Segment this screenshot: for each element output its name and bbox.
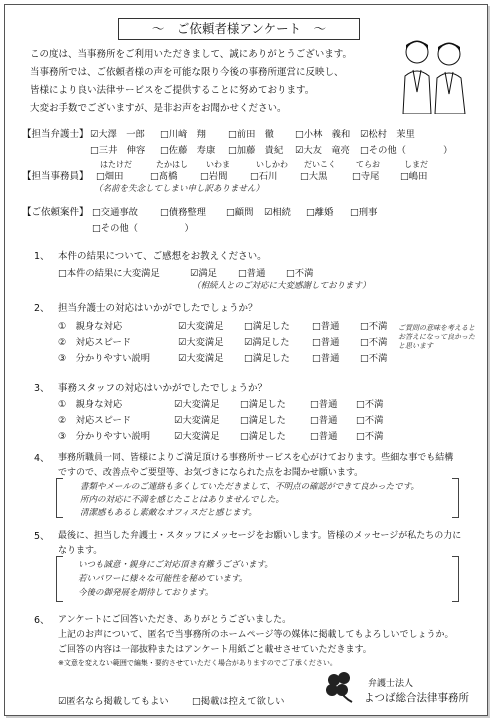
q6-text: アンケートにご回答いただき、ありがとうございました。 — [58, 615, 292, 625]
staff-furigana: はたけだ — [100, 160, 132, 169]
staff-furigana: いわま — [206, 160, 230, 169]
q3-row-label: ③ 分かりやすい説明 — [58, 431, 151, 442]
case-other-option[interactable]: □その他（ ） — [92, 223, 194, 234]
q2-option[interactable]: □普通 — [312, 321, 340, 332]
q4-text: 事務所職員一同、皆様によりご満足頂ける事務所サービスを心がけております。些細な事でも結構 — [58, 453, 454, 463]
staff-furigana: しまだ — [404, 160, 428, 169]
lawyer-label: 【担当弁護士】 — [22, 129, 89, 140]
q2-option[interactable]: □普通 — [312, 337, 340, 348]
lawyer-option[interactable]: ☑大澤 一郎 — [90, 129, 145, 140]
q4-text: ですので、改善点やご要望等、お気づきになられた点をお聞かせ願います。 — [58, 468, 364, 478]
intro-line: 大変お手数でございますが、是非お声をお聞かせください。 — [30, 103, 287, 114]
q3-option[interactable]: □不満 — [356, 415, 384, 426]
q2-option[interactable]: ☑満足した — [244, 337, 290, 348]
q1-option[interactable]: □普通 — [238, 268, 266, 279]
q3-row-label: ① 親身な対応 — [58, 399, 123, 410]
office-name: よつば総合法律事務所 — [364, 692, 469, 704]
lawyer-option[interactable]: □小林 義和 — [295, 129, 351, 140]
q3-option[interactable]: □普通 — [310, 431, 338, 442]
staff-label: 【担当事務員】 — [22, 171, 89, 182]
staff-option[interactable]: □岩間 — [200, 171, 228, 182]
staff-option[interactable]: □嶋田 — [400, 171, 428, 182]
q6-text: ご回答の内容は一部抜粋またはアンケート用紙ごと載せさせていただきます。 — [58, 645, 372, 655]
q1-handwritten-note: （相続人とのご対応に大変感謝しております） — [192, 281, 371, 291]
q1-question: 本件の結果について、ご感想をお教えください。 — [58, 251, 267, 262]
q2-row-label: ② 対応スピード — [58, 337, 132, 348]
q3-option[interactable]: ☑大変満足 — [174, 431, 220, 442]
intro-line: この度は、当事務所をご利用いただきまして、誠にありがとうございます。 — [30, 49, 353, 60]
q2-option[interactable]: ☑大変満足 — [178, 321, 224, 332]
intro-line: 皆様により良い法律サービスをご提供することに努めております。 — [30, 85, 315, 96]
q1-option[interactable]: ☑満足 — [190, 268, 217, 279]
case-option[interactable]: □債務整理 — [160, 207, 206, 218]
q5-answer: 若いパワーに様々な可能性を秘めています。 — [78, 574, 248, 584]
q6-note: ※文意を変えない範囲で編集・要約させていただく場合がありますのでご了承ください。 — [58, 659, 337, 667]
case-option[interactable]: ☑相続 — [264, 207, 291, 218]
q3-option[interactable]: ☑大変満足 — [174, 399, 220, 410]
q3-option[interactable]: ☑大変満足 — [174, 415, 220, 426]
q4-bracket-left — [56, 478, 63, 518]
q3-option[interactable]: □満足した — [240, 399, 286, 410]
q3-option[interactable]: □満足した — [240, 431, 286, 442]
q5-bracket-right — [452, 556, 459, 602]
q2-option[interactable]: □不満 — [360, 353, 388, 364]
q2-number: 2、 — [34, 303, 50, 314]
q1-option[interactable]: □不満 — [286, 268, 314, 279]
q1-number: 1、 — [34, 251, 50, 262]
q6-number: 6、 — [34, 615, 50, 626]
staff-handwritten-note: （名前を失念してしまい申し訳ありません） — [94, 184, 265, 194]
q5-answer: いつも誠意・親身にご対応頂き有難うございます。 — [78, 560, 273, 570]
q2-option[interactable]: ☑大変満足 — [178, 353, 224, 364]
q1-option[interactable]: □本件の結果に大変満足 — [58, 268, 160, 279]
staff-option[interactable]: □髙橋 — [150, 171, 178, 182]
lawyer-option[interactable]: □加藤 貴紀 — [228, 145, 284, 156]
case-option[interactable]: □刑事 — [350, 207, 378, 218]
q2-option[interactable]: □不満 — [360, 337, 388, 348]
q2-option[interactable]: □満足した — [244, 353, 290, 364]
q4-bracket-right — [452, 478, 459, 518]
lawyer-option[interactable]: □その他（ ） — [360, 145, 453, 156]
staff-furigana: てらお — [356, 160, 380, 169]
office-subtitle: 弁護士法人 — [368, 679, 414, 689]
lawyer-option[interactable]: ☑大友 竜亮 — [295, 145, 350, 156]
staff-option[interactable]: □大黒 — [300, 171, 328, 182]
case-option[interactable]: □離婚 — [306, 207, 334, 218]
q5-number: 5、 — [34, 531, 50, 542]
q3-question: 事務スタッフの対応はいかがでしたでしょうか？ — [58, 383, 268, 394]
staff-furigana: たかはし — [156, 160, 188, 169]
q4-answer: 所内の対応に不満を感じたことはありませんでした。 — [80, 495, 285, 505]
q3-option[interactable]: □不満 — [356, 399, 384, 410]
q6-text: 上記のお声について、匿名で当事務所のホームページ等の媒体に掲載してもよろしいでしょうか。 — [58, 630, 454, 640]
q2-option[interactable]: □満足した — [244, 321, 290, 332]
q2-option[interactable]: □普通 — [312, 353, 340, 364]
q2-option[interactable]: ☑大変満足 — [178, 337, 224, 348]
q3-option[interactable]: □満足した — [240, 415, 286, 426]
q2-question: 担当弁護士の対応はいかがでしたでしょうか？ — [58, 303, 258, 314]
page-title: ～ ご依頼者様アンケート ～ — [118, 18, 360, 40]
q3-option[interactable]: □普通 — [310, 415, 338, 426]
staff-option[interactable]: □石川 — [250, 171, 278, 182]
q3-option[interactable]: □不満 — [356, 431, 384, 442]
case-label: 【ご依頼案件】 — [22, 207, 89, 218]
q4-number: 4、 — [34, 453, 50, 464]
case-option[interactable]: □顧問 — [226, 207, 254, 218]
q3-option[interactable]: □普通 — [310, 399, 338, 410]
lawyer-option[interactable]: □三井 伸容 — [90, 145, 146, 156]
lawyer-option[interactable]: □川﨑 翔 — [160, 129, 206, 140]
q4-answer: 清潔感もあるし素敵なオフィスだと感じます。 — [80, 508, 257, 518]
lawyer-option[interactable]: □佐藤 寿康 — [160, 145, 216, 156]
publish-decline-option[interactable]: □掲載は控えて欲しい — [192, 696, 285, 707]
staff-furigana: いしかわ — [256, 160, 288, 169]
q2-handwritten-note: ご質問の意味を考えるとお答えになって良かったと思います — [398, 324, 475, 350]
q3-number: 3、 — [34, 383, 50, 394]
staff-option[interactable]: □寺尾 — [352, 171, 380, 182]
lawyers-illustration — [395, 32, 473, 114]
q5-answer: 今後の御発展を期待しております。 — [78, 588, 214, 598]
publish-ok-option[interactable]: ☑匿名なら掲載してもよい — [58, 696, 169, 707]
lawyer-option[interactable]: □前田 徹 — [228, 129, 274, 140]
lawyer-option[interactable]: ☑松村 茉里 — [360, 129, 415, 140]
case-option[interactable]: □交通事故 — [92, 207, 138, 218]
q2-row-label: ③ 分かりやすい説明 — [58, 353, 151, 364]
q2-option[interactable]: □不満 — [360, 321, 388, 332]
q5-text: なります。 — [58, 546, 103, 556]
q5-text: 最後に、担当した弁護士・スタッフにメッセージをお願いします。皆様のメッセージが私たちの力に — [58, 531, 462, 541]
q5-bracket-left — [56, 556, 63, 602]
q2-row-label: ① 親身な対応 — [58, 321, 123, 332]
q4-answer: 書類やメールのご連絡も多くしていただきまして、不明点の確認ができて良かったです。 — [80, 482, 419, 492]
staff-furigana: だいこく — [304, 160, 336, 169]
q3-row-label: ② 対応スピード — [58, 415, 132, 426]
staff-option[interactable]: □畑田 — [96, 171, 124, 182]
clover-logo-icon — [322, 670, 358, 704]
intro-line: 当事務所では、ご依頼者様の声を可能な限り今後の事務所運営に反映し、 — [30, 67, 344, 78]
